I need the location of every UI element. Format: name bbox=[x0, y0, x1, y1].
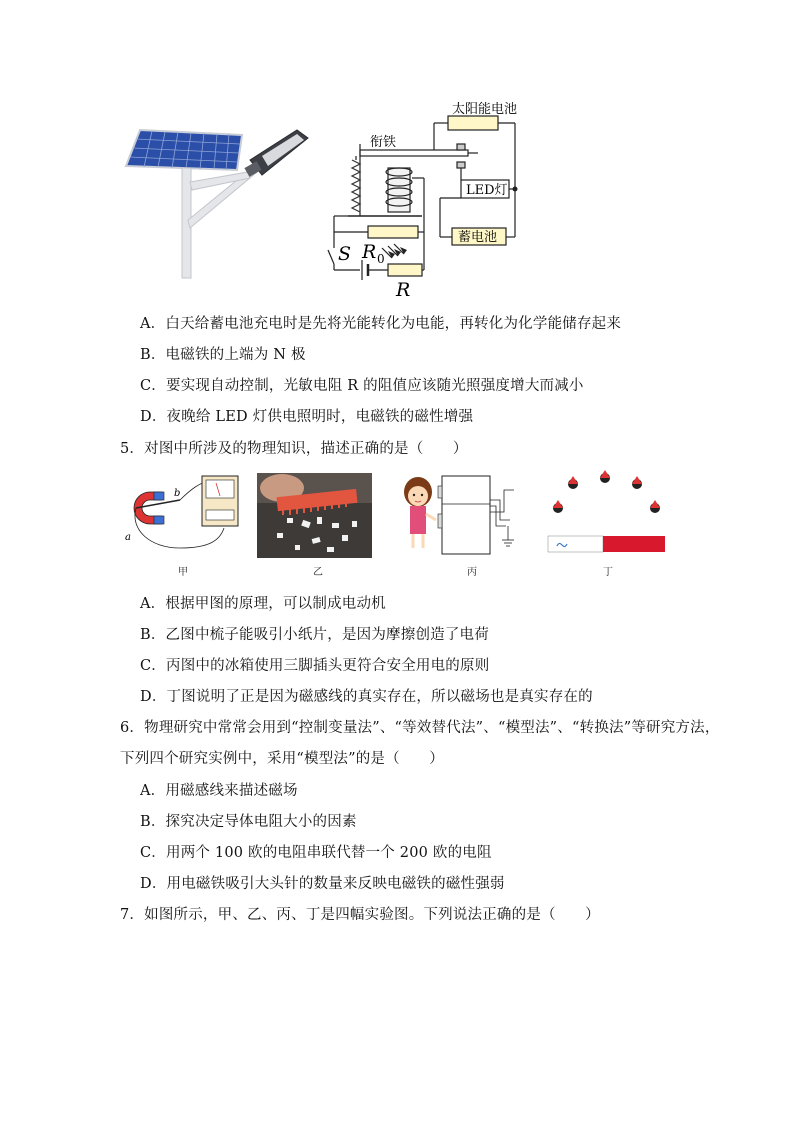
q6-stem-line1: 6．物理研究中常常会用到“控制变量法”、“等效替代法”、“模型法”、“转换法”等研究方法， bbox=[120, 720, 720, 736]
q6-option-b: B．探究决定导体电阻大小的因素 bbox=[140, 814, 357, 830]
jia-label-b: b bbox=[174, 488, 181, 499]
figure-bing-fridge-plug bbox=[396, 470, 526, 560]
solar-street-lamp-image bbox=[122, 120, 312, 280]
q4-option-a: A．白天给蓄电池充电时是先将光能转化为电能，再转化为化学能储存起来 bbox=[140, 316, 622, 332]
q5-option-d: D．丁图说明了正是因为磁感线的真实存在，所以磁场也是真实存在的 bbox=[140, 689, 593, 705]
caption-bing: 丙 bbox=[467, 567, 477, 578]
jia-label-a: a bbox=[125, 532, 131, 543]
q6-option-a: A．用磁感线来描述磁场 bbox=[140, 783, 298, 799]
figure-yi-comb-paper-photo bbox=[257, 473, 372, 558]
r0-label: R bbox=[362, 241, 377, 263]
solar-cell-label: 太阳能电池 bbox=[452, 102, 518, 117]
caption-yi: 乙 bbox=[313, 567, 323, 578]
q5-stem: 5．对图中所涉及的物理知识，描述正确的是（ ） bbox=[120, 441, 468, 457]
automatic-control-circuit-diagram bbox=[322, 98, 537, 300]
q4-option-c: C．要实现自动控制，光敏电阻 R 的阻值应该随光照强度增大而减小 bbox=[140, 378, 584, 394]
q5-option-b: B．乙图中梳子能吸引小纸片，是因为摩擦创造了电荷 bbox=[140, 627, 489, 643]
armature-label: 衔铁 bbox=[370, 135, 397, 150]
figure-ding-compass-magnet bbox=[543, 468, 668, 560]
q7-stem: 7．如图所示，甲、乙、丙、丁是四幅实验图。下列说法正确的是（ ） bbox=[120, 907, 600, 923]
q5-option-a: A．根据甲图的原理，可以制成电动机 bbox=[140, 596, 386, 612]
led-label: LED灯 bbox=[466, 183, 508, 198]
r0-subscript: 0 bbox=[377, 252, 385, 266]
photoresistor-label: R bbox=[396, 279, 411, 300]
q5-option-c: C．丙图中的冰箱使用三脚插头更符合安全用电的原则 bbox=[140, 658, 490, 674]
q6-option-d: D．用电磁铁吸引大头针的数量来反映电磁铁的磁性强弱 bbox=[140, 876, 505, 892]
battery-label: 蓄电池 bbox=[458, 230, 498, 245]
q6-stem-line2: 下列四个研究实例中，采用“模型法”的是（ ） bbox=[120, 751, 444, 767]
q4-option-d: D．夜晚给 LED 灯供电照明时，电磁铁的磁性增强 bbox=[140, 409, 474, 425]
switch-label: S bbox=[338, 243, 352, 265]
q4-option-b: B．电磁铁的上端为 N 极 bbox=[140, 347, 306, 363]
q6-option-c: C．用两个 100 欧的电阻串联代替一个 200 欧的电阻 bbox=[140, 845, 492, 861]
caption-ding: 丁 bbox=[603, 567, 613, 578]
compass-needles bbox=[553, 470, 660, 513]
caption-jia: 甲 bbox=[178, 567, 188, 578]
figure-jia-induction-experiment bbox=[120, 470, 245, 560]
